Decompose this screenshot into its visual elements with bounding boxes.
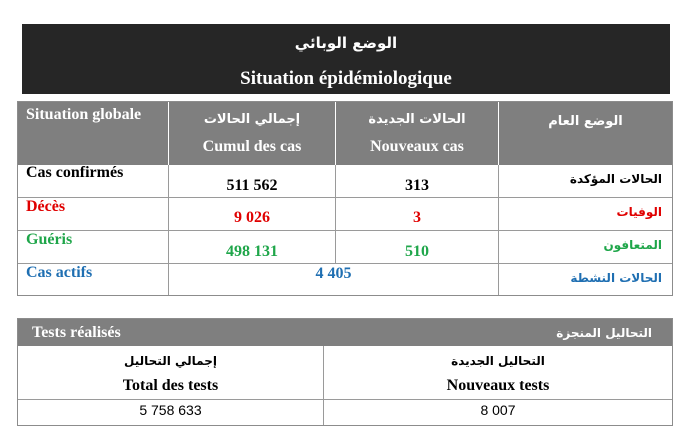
situation-table — [17, 101, 673, 296]
row-deces-label-ar: الوفيات — [616, 205, 662, 219]
row-actifs-value: 4 405 — [315, 265, 352, 282]
row-actifs-label-fr: Cas actifs — [26, 264, 93, 281]
tests-nouveaux-value: 8 007 — [480, 402, 516, 418]
tests-nouveaux-fr: Nouveaux tests — [446, 377, 550, 394]
row-deces-label-fr: Décès — [26, 198, 66, 215]
tests-table — [17, 318, 673, 426]
row-actifs-label-ar: الحالات النشطة — [570, 271, 662, 285]
header-situation-generale-ar-label: الوضع العام — [548, 114, 623, 129]
header-cumul — [169, 102, 335, 165]
banner-title-fr: Situation épidémiologique — [240, 68, 452, 89]
row-confirmes-nouveaux: 313 — [405, 177, 429, 194]
row-gueris-cumul: 498 131 — [226, 243, 278, 260]
tests-title-fr: Tests réalisés — [32, 324, 121, 341]
tests-total-ar: إجمالي التحاليل — [124, 354, 217, 368]
banner-title-ar: الوضع الوبائي — [294, 34, 398, 52]
tests-nouveaux-ar: التحاليل الجديدة — [451, 354, 545, 368]
tests-total-fr: Total des tests — [122, 377, 219, 394]
header-cumul-ar: إجمالي الحالات — [203, 112, 301, 127]
tests-title-ar: التحاليل المنجزة — [556, 326, 652, 340]
header-situation-generale-ar — [499, 102, 672, 165]
header-situation-globale — [18, 102, 168, 165]
header-banner — [22, 24, 670, 94]
row-gueris-label-fr: Guéris — [26, 231, 73, 248]
tests-total-value: 5 758 633 — [139, 402, 202, 418]
tests-header — [18, 319, 672, 346]
row-deces-cumul: 9 026 — [234, 209, 270, 226]
row-gueris-nouveaux: 510 — [405, 243, 429, 260]
row-deces-nouveaux: 3 — [413, 209, 421, 226]
header-cumul-fr: Cumul des cas — [202, 138, 302, 155]
header-nouveaux-ar: الحالات الجديدة — [368, 112, 466, 127]
header-nouveaux — [336, 102, 498, 165]
row-confirmes-label-ar: الحالات المؤكدة — [569, 172, 662, 186]
row-confirmes-label-fr: Cas confirmés — [26, 164, 124, 181]
header-situation-globale-label: Situation globale — [26, 106, 142, 123]
row-gueris-label-ar: المتعافون — [603, 238, 662, 252]
header-nouveaux-fr: Nouveaux cas — [370, 138, 464, 155]
row-confirmes-cumul: 511 562 — [226, 177, 278, 194]
